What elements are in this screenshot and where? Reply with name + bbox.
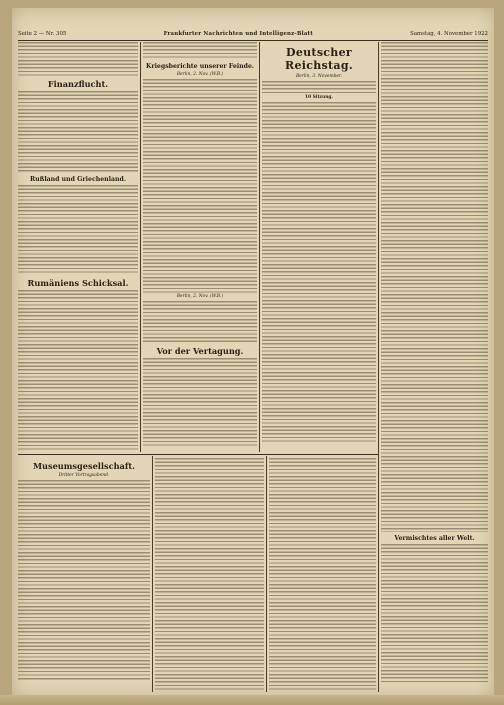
heading-kriegsberichte: Kriegsberichte unserer Feinde. <box>145 63 255 70</box>
section-rule <box>18 454 378 455</box>
heading-vermischtes: Vermischtes aller Welt. <box>394 535 475 542</box>
column-rule <box>140 42 141 452</box>
page-header <box>18 28 488 41</box>
heading-finanzflucht: Finanzflucht. <box>47 79 109 89</box>
column-rule <box>259 42 260 452</box>
heading-vertagung: Vor der Vertagung. <box>156 346 244 356</box>
column-rule <box>152 456 153 692</box>
column-4 <box>381 42 488 692</box>
header-masthead: Frankfurter Nachrichten und Intelligenz-Blatt <box>163 31 313 37</box>
heading-museum: Museumsgesellschaft. <box>32 461 136 471</box>
heading-russland: Rußland und Griechenland. <box>29 176 127 183</box>
feuilleton-column-3 <box>269 458 376 692</box>
column-2 <box>143 42 257 452</box>
heading-reichstag: Deutscher Reichstag. <box>285 46 353 72</box>
column-rule <box>378 42 379 692</box>
museum-subheading: Dritter Vortragsabend. <box>58 473 110 478</box>
sitzung-label: 10 Sitzung. <box>305 95 333 100</box>
dateline: Berlin, 2. Nov. (W.B.) <box>176 294 224 299</box>
column-3 <box>262 42 376 452</box>
newspaper-page <box>12 8 494 698</box>
museum-column <box>18 458 150 692</box>
column-rule <box>266 456 267 692</box>
reichstag-dateline: Berlin, 3. November. <box>295 74 343 79</box>
feuilleton-column-2 <box>155 458 264 692</box>
column-1 <box>18 42 138 452</box>
header-date: Samstag, 4. November 1922 <box>410 31 488 37</box>
header-page-number: Seite 2 — Nr. 305 <box>18 31 67 37</box>
dateline: Berlin, 2. Nov. (W.B.) <box>176 72 224 77</box>
page-edge <box>0 695 504 705</box>
heading-rumaenien: Rumäniens Schicksal. <box>27 278 129 288</box>
